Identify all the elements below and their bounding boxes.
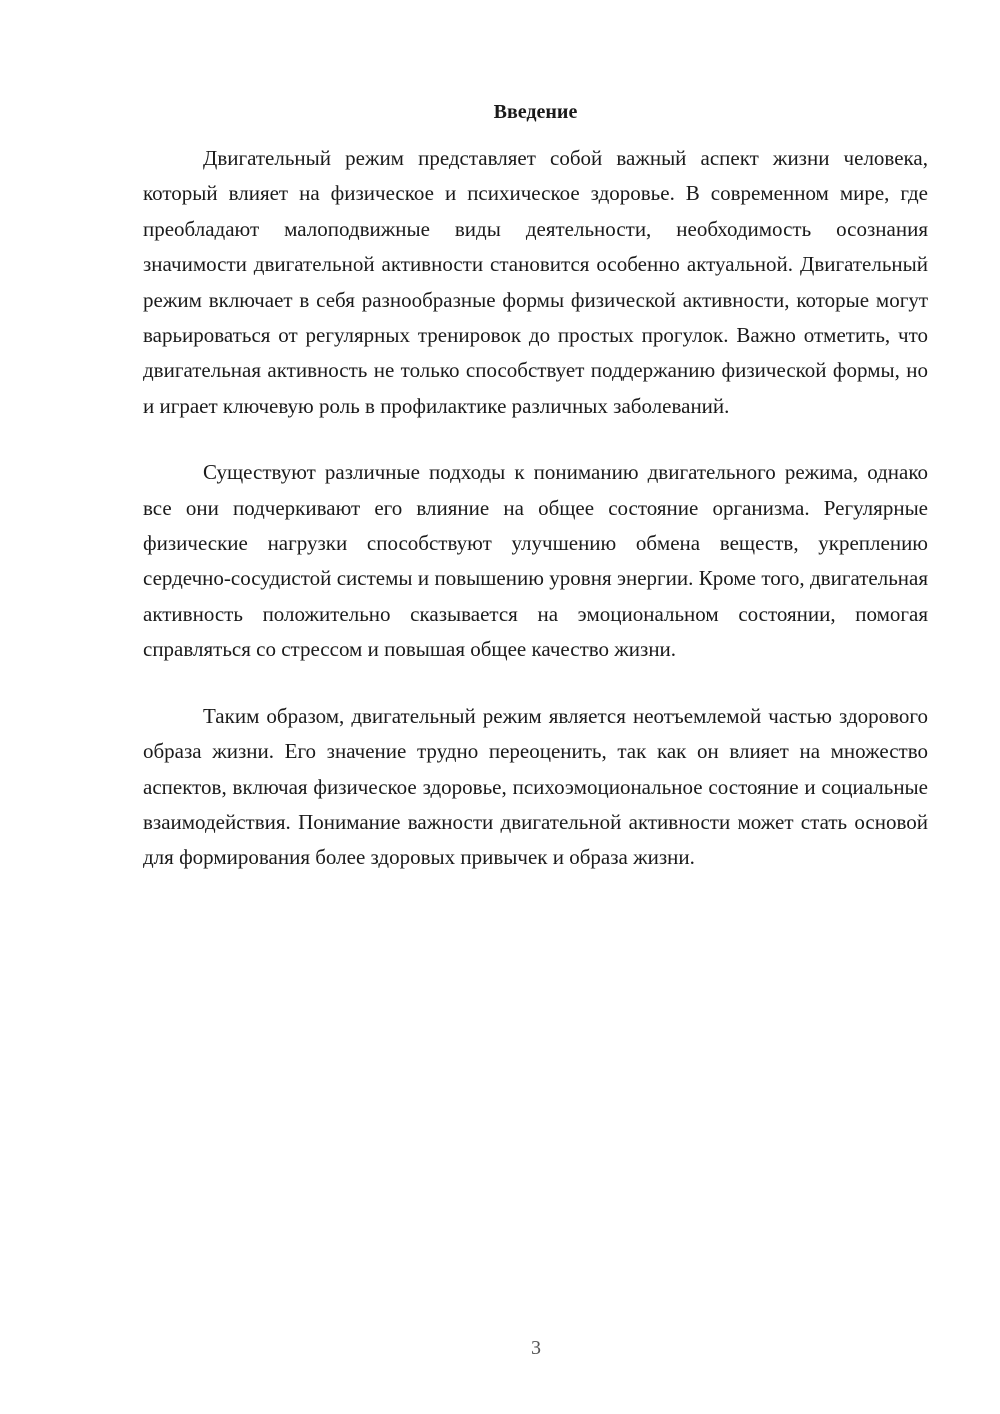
paragraph-2: Существуют различные подходы к пониманию двигательного режима, однако все они подчеркивают его влияние на общее состояние организма. Регулярные физические нагрузки способствуют улучшению обмена веществ, укреплению сердечно-сосудистой системы и повышению уровня энергии. Кроме того, двигательная активность положительно сказывается на эмоциональном состоянии, помогая справляться со стрессом и повышая общее качество жизни. [143,460,928,662]
section-title: Введение [493,101,578,123]
page-number: 3 [531,1337,541,1359]
document-body [143,141,928,907]
paragraph-1: Двигательный режим представляет собой важный аспект жизни человека, который влияет на физическое и психическое здоровье. В современном мире, где преобладают малоподвижные виды деятельности, необходимость осознания значимости двигательной активности становится особенно актуальной. Двигательный режим включает в себя разнообразные формы физической активности, которые могут варьироваться от регулярных тренировок до простых прогулок. Важно отметить, что двигательная активность не только способствует поддержанию физической формы, но и играет ключевую роль в профилактике различных заболеваний. [143,146,928,418]
paragraph-3: Таким образом, двигательный режим является неотъемлемой частью здорового образа жизни. Его значение трудно переоценить, так как он влияет на множество аспектов, включая физическое здоровье, психоэмоциональное состояние и социальные взаимодействия. Понимание важности двигательной активности может стать основой для формирования более здоровых привычек и образа жизни. [143,703,928,870]
